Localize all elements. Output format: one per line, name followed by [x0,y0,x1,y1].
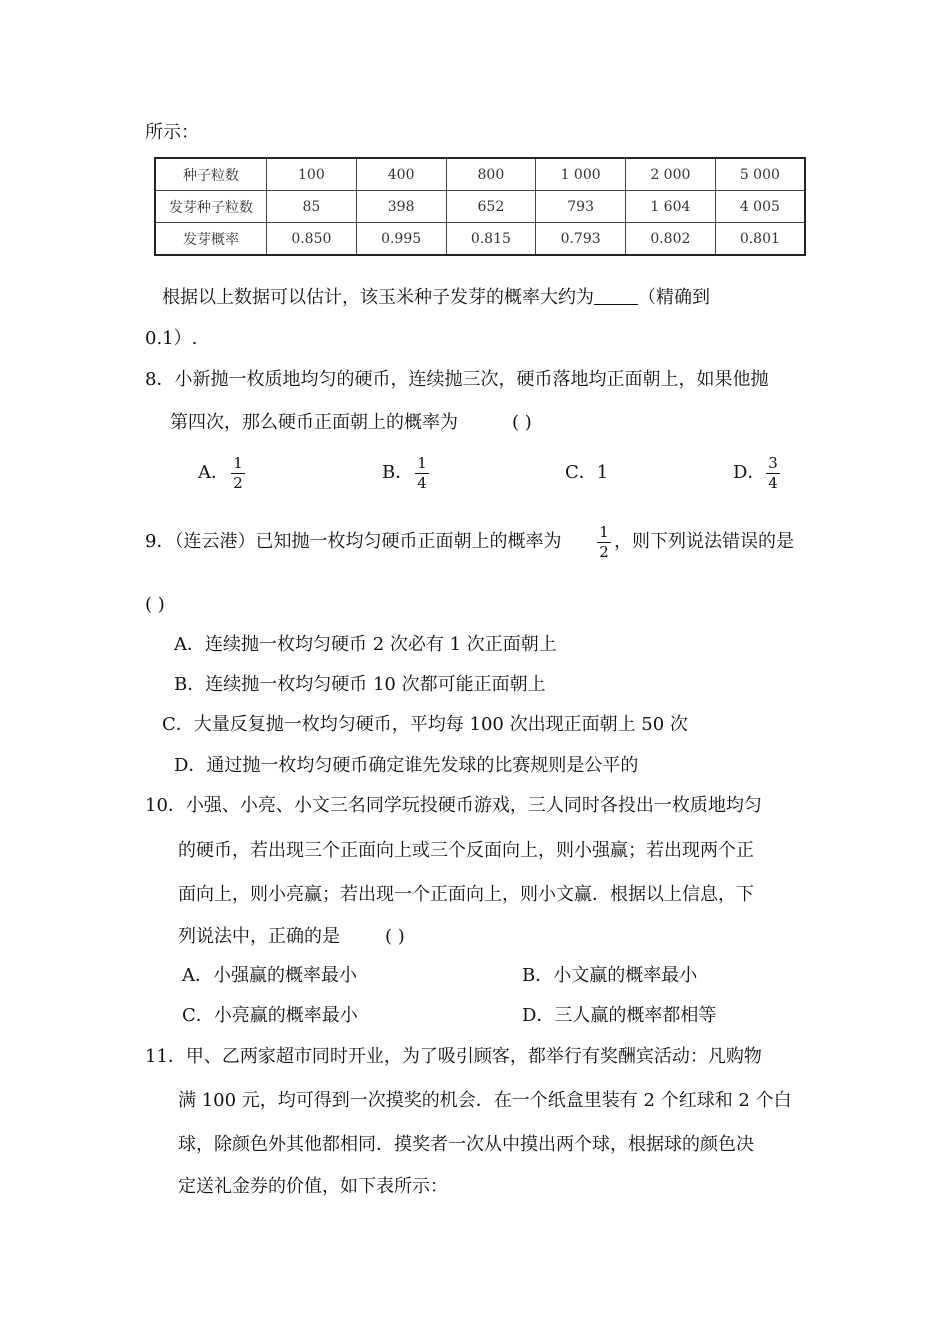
table-cell: 5 000 [715,158,805,191]
table-cell: 0.793 [536,223,626,256]
q10-option-c: C．小亮赢的概率最小 [182,1005,358,1026]
table-row [155,223,805,256]
q9-line1-a: 9．（连云港）已知抛一枚均匀硬币正面朝上的概率为 [145,531,562,552]
q9-fraction [597,524,611,561]
table-cell: 100 [267,158,357,191]
table-cell: 1 000 [536,158,626,191]
table-cell: 0.801 [715,223,805,256]
q9-answer-paren: ( ) [145,594,165,615]
q11-line1: 11．甲、乙两家超市同时开业，为了吸引顾客，都举行有奖酬宾活动：凡购物 [145,1046,762,1067]
q9-option-a: A．连续抛一枚均匀硬币 2 次必有 1 次正面朝上 [174,634,557,655]
row-header: 发芽种子粒数 [155,191,267,223]
table-cell: 85 [267,191,357,223]
table-cell: 1 604 [626,191,716,223]
table-cell: 0.802 [626,223,716,256]
q8-option-d-label: D． [733,462,766,483]
table-cell: 400 [356,158,446,191]
q10-option-b: B．小文赢的概率最小 [522,965,698,986]
q10-line1: 10．小强、小亮、小文三名同学玩投硬币游戏，三人同时各投出一枚质地均匀 [145,795,762,816]
row-header: 种子粒数 [155,158,267,191]
answer-blank [594,286,638,305]
q10-option-d: D．三人赢的概率都相等 [522,1005,717,1026]
table-cell: 0.815 [446,223,536,256]
q8-line1: 8．小新抛一枚质地均匀的硬币，连续抛三次，硬币落地均正面朝上，如果他抛 [145,369,769,390]
table-cell: 398 [356,191,446,223]
table-cell: 0.995 [356,223,446,256]
table-row [155,191,805,223]
q9-option-d: D．通过抛一枚均匀硬币确定谁先发球的比赛规则是公平的 [174,755,639,776]
seed-germination-table [154,157,806,256]
table-cell: 2 000 [626,158,716,191]
denominator: 2 [599,543,609,561]
q10-line2: 的硬币，若出现三个正面向上或三个反面向上，则小强赢；若出现两个正 [178,840,754,861]
row-header: 发芽概率 [155,223,267,256]
q8-option-a-label: A． [198,462,229,483]
table-cell: 652 [446,191,536,223]
q7-line2: 0.1）. [145,328,198,349]
table-cell: 0.850 [267,223,357,256]
numerator: 3 [766,455,780,474]
q8-option-b-label: B． [382,462,414,483]
q8-option-b-fraction [415,455,429,492]
table-cell: 800 [446,158,536,191]
q8-option-c: C．1 [565,462,609,483]
table-cell: 793 [536,191,626,223]
denominator: 4 [417,474,427,492]
numerator: 1 [415,455,429,474]
denominator: 4 [768,474,778,492]
q7-text-b: （精确到 [638,287,710,308]
denominator: 2 [233,474,243,492]
q9-option-c: C．大量反复抛一枚均匀硬币，平均每 100 次出现正面朝上 50 次 [162,714,688,735]
q8-option-a-fraction [231,455,245,492]
q8-line2: 第四次，那么硬币正面朝上的概率为 [170,412,458,433]
q8-option-d-fraction [766,455,780,492]
q10-option-a: A．小强赢的概率最小 [182,965,357,986]
q10-line3: 面向上，则小亮赢；若出现一个正面向上，则小文赢．根据以上信息，下 [178,884,754,905]
numerator: 1 [597,524,611,543]
table-row [155,158,805,191]
q10-line4: 列说法中，正确的是 [178,926,340,947]
q9-line1-b: ，则下列说法错误的是 [614,531,794,552]
q9-option-b: B．连续抛一枚均匀硬币 10 次都可能正面朝上 [174,674,546,695]
q11-line3: 球，除颜色外其他都相同．摸奖者一次从中摸出两个球，根据球的颜色决 [178,1134,754,1155]
numerator: 1 [231,455,245,474]
q11-line2: 满 100 元，均可得到一次摸奖的机会．在一个纸盒里装有 2 个红球和 2 个白 [178,1090,792,1111]
q10-answer-paren: ( ) [385,926,405,947]
q11-line4: 定送礼金券的价值，如下表所示： [178,1176,448,1197]
q7-line1 [162,286,710,310]
q7-text-a: 根据以上数据可以估计，该玉米种子发芽的概率大约为 [162,287,594,308]
intro-text: 所示： [145,122,199,143]
q8-answer-paren: ( ) [512,412,532,433]
table-cell: 4 005 [715,191,805,223]
